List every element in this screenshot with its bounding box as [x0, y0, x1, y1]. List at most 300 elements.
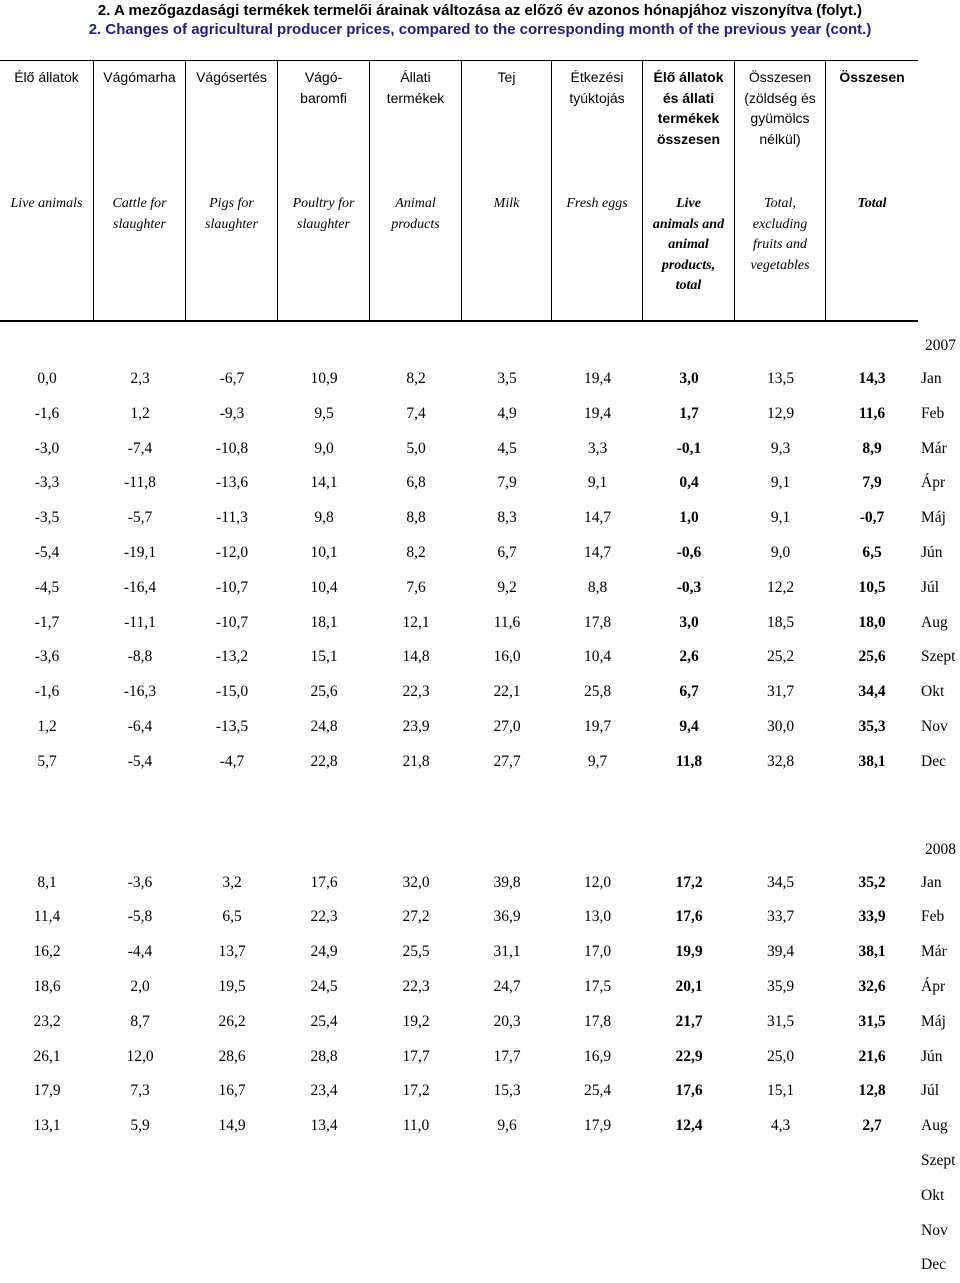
- table-row: [0, 1214, 960, 1249]
- table-cell: 18,5: [766, 613, 795, 631]
- header-line: slaughter: [297, 216, 350, 232]
- table-cell: 9,0: [770, 543, 791, 561]
- table-cell: 38,1: [858, 752, 886, 770]
- table-cell: 2,6: [679, 648, 699, 666]
- header-line: Tej: [497, 69, 516, 85]
- table-row: [0, 606, 960, 641]
- table-cell: 8,2: [406, 370, 426, 387]
- table-cell: 11,4: [33, 908, 61, 926]
- table-cell: 14,7: [583, 543, 612, 561]
- table-row: [0, 536, 960, 571]
- table-cell: 6,5: [862, 543, 882, 561]
- table-cell: 0,0: [37, 370, 57, 387]
- table-cell: -13,5: [215, 717, 249, 735]
- table-cell: 10,1: [310, 543, 338, 561]
- table-cell: 19,2: [402, 1012, 430, 1030]
- table-cell: 16,9: [583, 1047, 612, 1065]
- table-cell: 18,1: [310, 613, 338, 631]
- header-line: baromfi: [300, 89, 347, 106]
- header-line: termékek: [386, 89, 445, 106]
- table-cell: 3,2: [222, 873, 242, 891]
- table-cell: 19,7: [583, 717, 612, 735]
- month-label: Nov: [921, 1221, 948, 1239]
- table-cell: 7,3: [130, 1082, 150, 1100]
- table-cell: 9,5: [314, 404, 334, 422]
- header-line: (zöldség és: [744, 89, 816, 106]
- table-cell: 9,0: [314, 439, 334, 457]
- column-header-english: [643, 194, 734, 297]
- table-body: [0, 328, 960, 1283]
- table-cell: -0,1: [676, 439, 702, 457]
- table-cell: 28,8: [310, 1047, 338, 1065]
- table-cell: 6,7: [679, 683, 699, 701]
- header-line: Összesen: [748, 69, 812, 85]
- column-header-hungarian: [0, 67, 93, 88]
- column-header-1: [0, 61, 94, 321]
- month-label: Júl: [921, 1082, 940, 1100]
- header-line: Live: [676, 196, 701, 211]
- table-cell: -3,0: [34, 439, 60, 457]
- table-header: [0, 60, 918, 322]
- table-cell: 16,7: [218, 1082, 246, 1100]
- month-label: Nov: [921, 717, 948, 735]
- year-block: [0, 832, 960, 1283]
- month-label: Okt: [921, 1186, 945, 1204]
- header-line: slaughter: [205, 216, 258, 232]
- table-cell: 21,7: [675, 1012, 703, 1030]
- table-cell: 9,3: [770, 439, 791, 457]
- table-cell: 23,4: [310, 1082, 338, 1100]
- month-label: Szept: [921, 1151, 956, 1169]
- table-cell: 3,0: [679, 370, 699, 387]
- table-cell: 6,5: [222, 908, 242, 926]
- table-cell: 22,3: [310, 908, 338, 926]
- table-cell: -6,4: [127, 717, 153, 735]
- column-header-3: [186, 61, 278, 321]
- table-cell: 25,4: [310, 1012, 338, 1030]
- table-cell: -16,3: [123, 683, 157, 701]
- table-cell: -4,5: [34, 578, 60, 596]
- table-cell: 9,1: [587, 474, 608, 492]
- table-cell: 18,6: [33, 977, 61, 995]
- table-cell: 25,4: [583, 1082, 612, 1100]
- table-cell: 17,2: [402, 1082, 430, 1100]
- table-row: [0, 1109, 960, 1144]
- table-cell: 17,9: [583, 1117, 612, 1135]
- header-line: gyümölcs: [750, 110, 810, 126]
- table-row: [0, 935, 960, 970]
- column-header-hungarian: [94, 67, 185, 88]
- column-header-4: [278, 61, 370, 321]
- header-line: Étkezési: [570, 69, 624, 85]
- column-header-english: [0, 194, 93, 215]
- table-cell: 14,8: [402, 648, 430, 666]
- table-cell: 12,8: [858, 1082, 886, 1100]
- table-cell: 18,0: [858, 613, 886, 631]
- column-header-10: [826, 61, 918, 321]
- table-row: [0, 432, 960, 467]
- table-row: [0, 362, 960, 397]
- table-cell: 1,2: [130, 404, 150, 422]
- header-line: Total: [857, 196, 887, 211]
- table-cell: 2,0: [130, 977, 150, 995]
- header-line: Poultry for: [292, 196, 355, 211]
- table-cell: 8,7: [130, 1012, 150, 1030]
- table-cell: -12,0: [215, 543, 249, 561]
- column-header-2: [94, 61, 186, 321]
- month-label: Okt: [921, 683, 945, 701]
- header-line: Összesen: [839, 69, 905, 85]
- table-cell: 25,0: [766, 1047, 795, 1065]
- table-row: [0, 501, 960, 536]
- table-cell: 20,1: [675, 977, 703, 995]
- table-cell: 15,1: [766, 1082, 795, 1100]
- column-header-english: [278, 194, 369, 235]
- table-row: [0, 1179, 960, 1214]
- table-cell: -3,6: [34, 648, 60, 666]
- column-header-hungarian: [552, 67, 642, 108]
- column-header-english: [462, 194, 551, 215]
- table-row: [0, 675, 960, 710]
- table-cell: 31,7: [766, 683, 795, 701]
- table-cell: 24,5: [310, 977, 338, 995]
- header-line: Milk: [493, 196, 520, 211]
- month-label: Jún: [921, 543, 943, 561]
- table-cell: 9,1: [770, 509, 791, 527]
- month-label: Ápr: [921, 474, 946, 492]
- table-cell: -5,4: [127, 752, 153, 770]
- table-cell: 25,8: [583, 683, 612, 701]
- header-line: Vágó-: [304, 69, 343, 85]
- table-cell: 17,7: [493, 1047, 521, 1065]
- table-row: [0, 1144, 960, 1179]
- table-cell: 12,9: [766, 404, 795, 422]
- table-cell: 17,6: [310, 873, 338, 891]
- table-cell: 19,4: [583, 370, 612, 387]
- table-cell: 5,9: [130, 1117, 150, 1135]
- column-header-9: [735, 61, 826, 321]
- header-line: vegetables: [750, 257, 810, 273]
- header-line: összesen: [656, 130, 721, 147]
- table-row: [0, 866, 960, 901]
- table-cell: 33,9: [858, 908, 886, 926]
- table-cell: 13,5: [766, 370, 795, 387]
- header-line: products: [391, 216, 440, 232]
- table-cell: 25,5: [402, 943, 430, 961]
- table-cell: 16,2: [33, 943, 61, 961]
- table-cell: 13,1: [33, 1117, 61, 1135]
- table-cell: 39,8: [493, 873, 521, 891]
- table-cell: 9,8: [314, 509, 334, 527]
- column-header-hungarian: [735, 67, 825, 149]
- table-cell: 11,6: [493, 613, 521, 631]
- table-cell: 9,2: [497, 578, 517, 596]
- year-row: [0, 832, 960, 866]
- table-cell: 32,8: [766, 752, 795, 770]
- table-cell: 21,8: [402, 752, 430, 770]
- month-label: Jan: [921, 370, 942, 387]
- table-cell: 7,9: [497, 474, 517, 492]
- table-cell: 7,9: [862, 474, 882, 492]
- table-cell: 14,3: [858, 370, 886, 387]
- table-cell: -0,7: [859, 509, 885, 527]
- year-block: [0, 328, 960, 780]
- table-cell: 22,1: [493, 683, 521, 701]
- table-cell: 5,0: [406, 439, 426, 457]
- table-cell: 33,7: [766, 908, 795, 926]
- table-row: [0, 970, 960, 1005]
- column-header-hungarian: [370, 67, 461, 108]
- header-line: slaughter: [113, 216, 166, 232]
- table-cell: 36,9: [493, 908, 521, 926]
- year-gap: [0, 780, 960, 832]
- header-line: Fresh eggs: [566, 196, 628, 211]
- table-cell: 13,0: [583, 908, 612, 926]
- table-cell: -3,5: [34, 509, 60, 527]
- header-line: Élő állatok: [653, 69, 724, 85]
- table-cell: 11,8: [675, 752, 703, 770]
- month-label: Már: [921, 439, 947, 457]
- table-cell: -6,7: [219, 370, 245, 387]
- header-line: Állati: [400, 69, 431, 85]
- table-cell: 10,9: [310, 370, 338, 387]
- table-row: [0, 1040, 960, 1075]
- table-cell: 11,0: [402, 1117, 430, 1135]
- table-cell: 19,4: [583, 404, 612, 422]
- table-cell: -10,7: [215, 578, 249, 596]
- table-cell: 3,3: [587, 439, 608, 457]
- table-cell: 31,1: [493, 943, 521, 961]
- table-cell: -1,7: [34, 613, 60, 631]
- table-cell: 26,1: [33, 1047, 61, 1065]
- header-line: Live animals: [10, 196, 83, 211]
- month-label: Júl: [921, 578, 940, 596]
- table-cell: 6,7: [497, 543, 517, 561]
- table-cell: 15,1: [310, 648, 338, 666]
- table-row: [0, 900, 960, 935]
- month-label: Máj: [921, 1012, 946, 1030]
- table-cell: 17,8: [583, 1012, 612, 1030]
- column-header-english: [826, 194, 918, 215]
- table-cell: 17,2: [675, 873, 703, 891]
- column-header-hungarian: [826, 67, 918, 88]
- month-label: Jún: [921, 1047, 943, 1065]
- table-cell: -13,6: [215, 474, 249, 492]
- table-cell: 9,6: [497, 1117, 517, 1135]
- header-line: products,: [661, 257, 716, 273]
- table-cell: -11,3: [216, 509, 248, 527]
- table-cell: 19,5: [218, 977, 246, 995]
- table-cell: 17,0: [583, 943, 612, 961]
- table-cell: 25,6: [310, 683, 338, 701]
- table-cell: 8,1: [37, 873, 57, 891]
- table-cell: -3,6: [127, 873, 153, 891]
- header-line: fruits and: [752, 237, 808, 252]
- table-cell: 17,5: [583, 977, 612, 995]
- table-cell: 12,0: [583, 873, 612, 891]
- table-cell: 11,6: [858, 404, 886, 422]
- table-cell: 8,9: [862, 439, 882, 457]
- table-cell: 4,9: [497, 404, 517, 422]
- month-label: Dec: [921, 1256, 946, 1274]
- header-line: Vágómarha: [103, 69, 176, 85]
- header-line: Animal: [395, 196, 436, 211]
- title-hungarian: 2. A mezőgazdasági termékek termelői árainak változása az előző év azonos hónapjához viszonyítva (folyt.): [97, 2, 863, 19]
- table-cell: 7,4: [406, 404, 426, 422]
- table-cell: 24,9: [310, 943, 338, 961]
- column-header-7: [552, 61, 643, 321]
- table-cell: 13,7: [218, 943, 246, 961]
- header-line: Vágósertés: [196, 69, 267, 85]
- table-row: [0, 745, 960, 780]
- table-cell: 25,2: [766, 648, 795, 666]
- table-cell: 17,8: [583, 613, 612, 631]
- year-label: 2007: [925, 337, 956, 354]
- header-line: animals and: [652, 216, 725, 232]
- table-cell: 22,3: [402, 977, 430, 995]
- table-cell: 8,8: [587, 578, 608, 596]
- table-row: [0, 571, 960, 606]
- table-cell: -10,8: [215, 439, 249, 457]
- table-cell: 7,6: [406, 578, 426, 596]
- column-header-hungarian: [278, 67, 369, 108]
- table-row: [0, 1248, 960, 1283]
- table-cell: 32,0: [402, 873, 430, 891]
- table-cell: 17,7: [402, 1047, 430, 1065]
- table-cell: 27,2: [402, 908, 430, 926]
- month-label: Dec: [921, 752, 946, 770]
- table-cell: 27,0: [493, 717, 521, 735]
- table-cell: 38,1: [858, 943, 886, 961]
- table-cell: 1,7: [679, 404, 699, 422]
- header-line: animal: [668, 237, 709, 252]
- table-cell: 1,0: [679, 509, 699, 527]
- table-cell: 15,3: [493, 1082, 521, 1100]
- table-cell: 5,7: [37, 752, 57, 770]
- table-cell: 14,9: [218, 1117, 246, 1135]
- table-cell: -1,6: [34, 404, 60, 422]
- table-cell: 4,5: [497, 439, 517, 457]
- table-cell: -0,6: [676, 543, 702, 561]
- table-cell: 20,3: [493, 1012, 521, 1030]
- column-header-5: [370, 61, 462, 321]
- table-cell: 24,8: [310, 717, 338, 735]
- table-cell: 19,9: [675, 943, 703, 961]
- table-cell: -0,3: [676, 578, 702, 596]
- table-cell: 10,4: [310, 578, 338, 596]
- month-label: Ápr: [921, 977, 946, 995]
- table-cell: 3,5: [497, 370, 517, 387]
- table-row: [0, 397, 960, 432]
- month-label: Feb: [921, 404, 945, 422]
- header-line: termékek: [657, 110, 720, 126]
- table-cell: -16,4: [123, 578, 157, 596]
- month-label: Már: [921, 943, 947, 961]
- column-header-english: [552, 194, 642, 215]
- table-cell: -13,2: [215, 648, 249, 666]
- column-header-6: [462, 61, 552, 321]
- table-cell: 31,5: [766, 1012, 795, 1030]
- month-label: Feb: [921, 908, 945, 926]
- table-cell: 35,3: [858, 717, 886, 735]
- table-cell: 8,2: [406, 543, 426, 561]
- table-row: [0, 640, 960, 675]
- table-cell: 6,8: [406, 474, 426, 492]
- table-cell: 12,0: [126, 1047, 154, 1065]
- table-cell: 17,9: [33, 1082, 61, 1100]
- table-cell: 21,6: [858, 1047, 886, 1065]
- table-cell: 22,3: [402, 683, 430, 701]
- table-cell: 14,7: [583, 509, 612, 527]
- table-row: [0, 710, 960, 745]
- table-cell: -7,4: [127, 439, 153, 457]
- table-cell: 39,4: [766, 943, 795, 961]
- table-cell: 34,4: [858, 683, 886, 701]
- table-cell: -1,6: [34, 683, 60, 701]
- table-cell: 35,9: [766, 977, 795, 995]
- column-header-hungarian: [462, 67, 551, 88]
- title-english: 2. Changes of agricultural producer prices, compared to the corresponding month of the previous year (cont.): [88, 21, 872, 38]
- table-cell: 23,2: [33, 1012, 61, 1030]
- header-line: Pigs for: [209, 196, 254, 211]
- table-cell: -5,7: [127, 509, 153, 527]
- header-line: tyúktojás: [569, 89, 625, 106]
- table-row: [0, 466, 960, 501]
- column-header-hungarian: [643, 67, 734, 149]
- header-line: total: [675, 278, 702, 293]
- table-cell: -8,8: [127, 648, 153, 666]
- table-cell: 12,2: [766, 578, 795, 596]
- header-line: Élő állatok: [14, 69, 79, 85]
- table-cell: -4,7: [219, 752, 245, 770]
- table-cell: -19,1: [123, 543, 157, 561]
- header-line: excluding: [752, 216, 808, 232]
- column-header-english: [735, 194, 825, 276]
- table-cell: 3,0: [679, 613, 699, 631]
- table-cell: 12,4: [675, 1117, 703, 1135]
- header-line: és állati: [662, 89, 715, 106]
- table-cell: -11,8: [124, 474, 156, 492]
- table-cell: 32,6: [858, 977, 886, 995]
- table-row: [0, 1005, 960, 1040]
- table-cell: 22,9: [675, 1047, 703, 1065]
- table-cell: 9,7: [587, 752, 608, 770]
- table-cell: 8,3: [497, 509, 517, 527]
- table-cell: -11,1: [124, 613, 156, 631]
- month-label: Aug: [921, 613, 948, 631]
- table-cell: -5,8: [127, 908, 153, 926]
- column-header-english: [370, 194, 461, 235]
- column-header-english: [186, 194, 277, 235]
- table-cell: 14,1: [310, 474, 338, 492]
- table-cell: 17,6: [675, 1082, 703, 1100]
- table-cell: 24,7: [493, 977, 521, 995]
- table-cell: 13,4: [310, 1117, 338, 1135]
- table-cell: 10,4: [583, 648, 612, 666]
- table-cell: 26,2: [218, 1012, 246, 1030]
- table-cell: -10,7: [215, 613, 249, 631]
- table-cell: -15,0: [215, 683, 249, 701]
- table-cell: 1,2: [37, 717, 57, 735]
- table-cell: 2,3: [130, 370, 150, 387]
- table-cell: 12,1: [402, 613, 430, 631]
- table-cell: 34,5: [766, 873, 795, 891]
- table-cell: 16,0: [493, 648, 521, 666]
- month-label: Máj: [921, 509, 946, 527]
- table-cell: -5,4: [34, 543, 60, 561]
- table-cell: 9,4: [679, 717, 699, 735]
- column-header-8: [643, 61, 735, 321]
